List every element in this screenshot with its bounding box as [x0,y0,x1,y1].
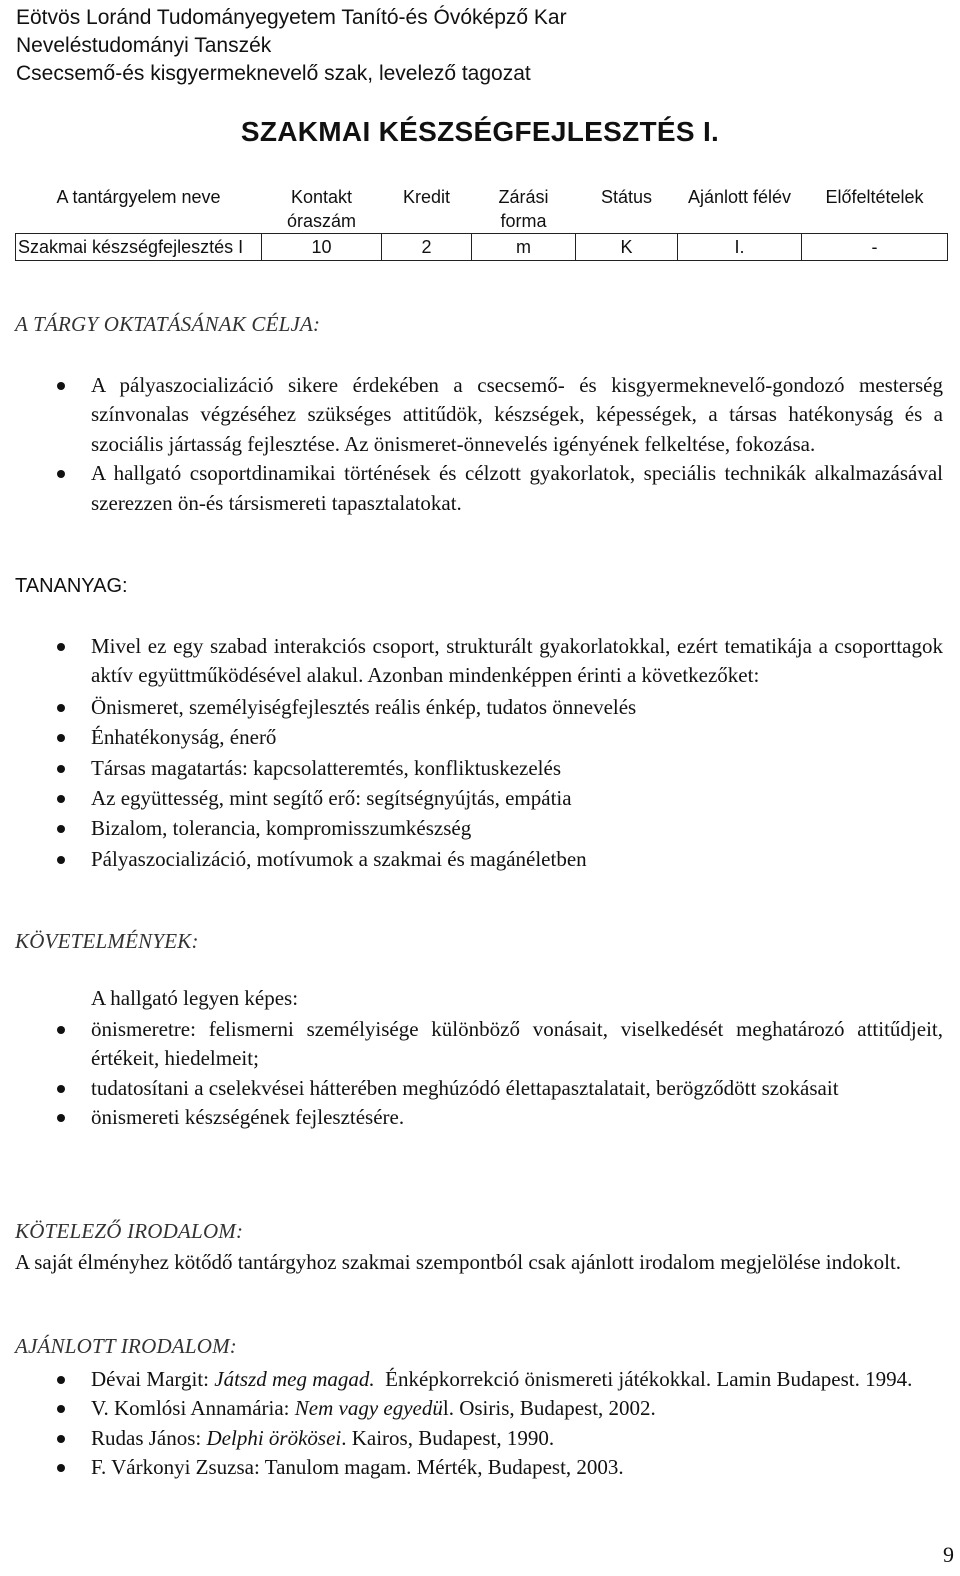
list-item: Az együttesség, mint segítő erő: segítségnyújtás, empátia [0,784,943,813]
tananyag-list [0,632,943,874]
list-item [0,1365,943,1394]
ref-rest: . Kairos, Budapest, 1990. [341,1425,555,1450]
table-header-row [16,183,948,234]
list-item: Mivel ez egy szabad interakciós csoport, strukturált gyakorlatokkal, ezért tematikája a csoporttagok aktív együttműködésével alakul. Azonban mindenképpen érinti a következőket: [0,632,943,691]
table-header-cell: Zárási forma [472,183,576,234]
ref-rest: l. Osiris, Budapest, 2002. [442,1396,656,1421]
requirements-intro: A hallgató legyen képes: [91,986,299,1010]
list-item: Önismeret, személyiségfejlesztés reális énkép, tudatos önnevelés [0,693,943,722]
list-item [0,1394,943,1423]
list-item [0,1453,943,1482]
section-heading-kotelezo: KÖTELEZŐ IRODALOM: [15,1219,244,1243]
ref-rest: Énképkorrekció önismereti játékokkal. Lamin Budapest. 1994. [374,1367,913,1391]
table-header-cell: Státus [576,183,678,234]
table-header-cell: Kontakt óraszám [262,183,382,234]
table-row [16,234,948,261]
table-cell: - [802,234,948,261]
list-item: önismereti készségének fejlesztésére. [0,1103,943,1132]
table-header-cell: A tantárgyelem neve [16,183,262,234]
list-item: Bizalom, tolerancia, kompromisszumkészség [0,814,943,843]
section-heading-cel: A TÁRGY OKTATÁSÁNAK CÉLJA: [15,312,321,336]
cel-list [0,371,943,518]
table-cell: 2 [382,234,472,261]
ref-author: Dévai Margit: [91,1367,215,1391]
list-item: Társas magatartás: kapcsolatteremtés, konfliktuskezelés [0,754,943,783]
ajanlott-list [0,1365,943,1483]
section-heading-kovetelmenyek: KÖVETELMÉNYEK: [15,929,199,953]
table-cell: I. [678,234,802,261]
header-department: Neveléstudományi Tanszék [16,34,272,57]
ref-author: Rudas János: [91,1425,207,1450]
list-item: Pályaszocializáció, motívumok a szakmai és magánéletben [0,845,943,874]
list-item: önismeretre: felismerni személyisége különböző vonásait, viselkedését meghatározó attitűdjeit, értékeit, hiedelmeit; [0,1015,943,1074]
ref-author: F. Várkonyi Zsuzsa: Tanulom magam. Mérték, Budapest, 2003. [91,1455,624,1480]
course-table [15,183,948,261]
ref-author: V. Komlósi Annamária: [91,1396,295,1421]
section-heading-tananyag: TANANYAG: [15,575,128,597]
list-item: Énhatékonyság, énerő [0,723,943,752]
table-header-cell: Kredit [382,183,472,234]
header-program: Csecsemő-és kisgyermeknevelő szak, levelező tagozat [16,62,531,85]
page-number: 9 [943,1542,954,1567]
table-header-cell: Előfeltételek [802,183,948,234]
institution-header [16,4,567,88]
table-cell: m [472,234,576,261]
header-university: Eötvös Loránd Tudományegyetem Tanító-és Óvóképző Kar [16,6,567,29]
table-cell: Szakmai készségfejlesztés I [16,234,262,261]
kovetelmenyek-list [0,1015,943,1133]
kotelezo-text: A saját élményhez kötődő tantárgyhoz szakmai szempontból csak ajánlott irodalom megjelölése indokolt. [15,1250,902,1274]
document-title: SZAKMAI KÉSZSÉGFEJLESZTÉS I. [240,116,720,147]
ref-title: Játszd meg magad. [214,1367,375,1391]
list-item [0,1424,943,1453]
table-cell: K [576,234,678,261]
ref-title: Delphi örökösei [206,1425,342,1450]
table-cell: 10 [262,234,382,261]
section-heading-ajanlott: AJÁNLOTT IRODALOM: [15,1334,237,1358]
ref-title: Nem vagy egyedü [294,1396,443,1421]
list-item: A hallgató csoportdinamikai történések és célzott gyakorlatok, speciális technikák alkalmazásával szerezzen ön-és társismereti tapasztalatokat. [0,459,943,518]
list-item: tudatosítani a cselekvései hátterében meghúzódó élettapasztalatait, berögződött szokásait [0,1074,943,1103]
table-header-cell: Ajánlott félév [678,183,802,234]
list-item: A pályaszocializáció sikere érdekében a csecsemő- és kisgyermeknevelő-gondozó mesterség színvonalas végzéséhez szükséges attitűdök, készségek, képességek, a társas hatékonyság és a szociális jártasság fejlesztése. Az önismeret-önnevelés igényének felkeltése, fokozása. [0,371,943,459]
